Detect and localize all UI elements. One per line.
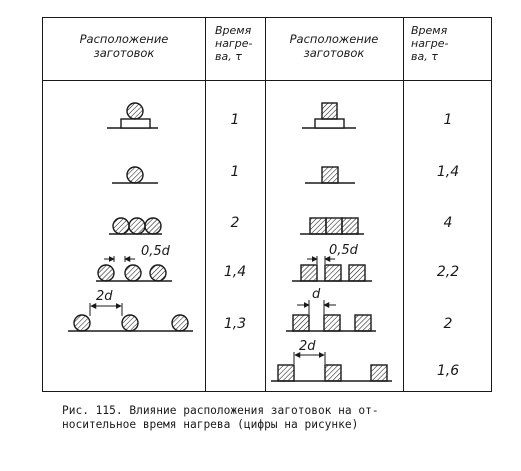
round-on-stand (107, 103, 158, 128)
round-single (112, 167, 158, 183)
time-right-row-4: 2,2 (436, 264, 460, 280)
time-right-row-5: 2 (443, 316, 453, 332)
time-left-row-1: 1 (230, 112, 240, 128)
square-single (305, 167, 355, 183)
dim-label-half-d-right: 0,5d (329, 243, 358, 258)
dim-label-2d-left: 2d (96, 289, 113, 304)
square-spaced-d (286, 300, 376, 331)
time-left-row-5: 1,3 (223, 316, 247, 332)
header-time-right: Время нагре- ва, τ (411, 24, 449, 63)
time-left-row-3: 2 (230, 215, 240, 231)
header-arrangement-right: Расположение заготовок (289, 32, 379, 60)
square-spaced-2d (271, 352, 392, 381)
header-arrangement-left: Расположение заготовок (79, 32, 169, 60)
square-touching-row (300, 218, 364, 234)
time-right-row-3: 4 (443, 215, 453, 231)
round-spaced-2d (68, 303, 193, 331)
square-on-stand (302, 103, 356, 128)
round-touching-row (109, 218, 162, 234)
time-left-row-4: 1,4 (223, 264, 247, 280)
time-left-row-2: 1 (230, 164, 240, 180)
time-right-row-1: 1 (443, 112, 453, 128)
dim-label-half-d-left: 0,5d (141, 244, 170, 259)
dim-label-2d-right: 2d (299, 339, 316, 354)
time-right-row-6: 1,6 (436, 363, 460, 379)
time-right-row-2: 1,4 (436, 164, 460, 180)
square-spaced-half-d (292, 256, 372, 281)
dim-label-d-right: d (312, 287, 321, 302)
figure-caption: Рис. 115. Влияние расположения заготовок на от- носительное время нагрева (цифры на рисунке) (62, 404, 379, 431)
round-spaced-half-d (96, 256, 172, 281)
header-time-left: Время нагре- ва, τ (215, 24, 253, 63)
